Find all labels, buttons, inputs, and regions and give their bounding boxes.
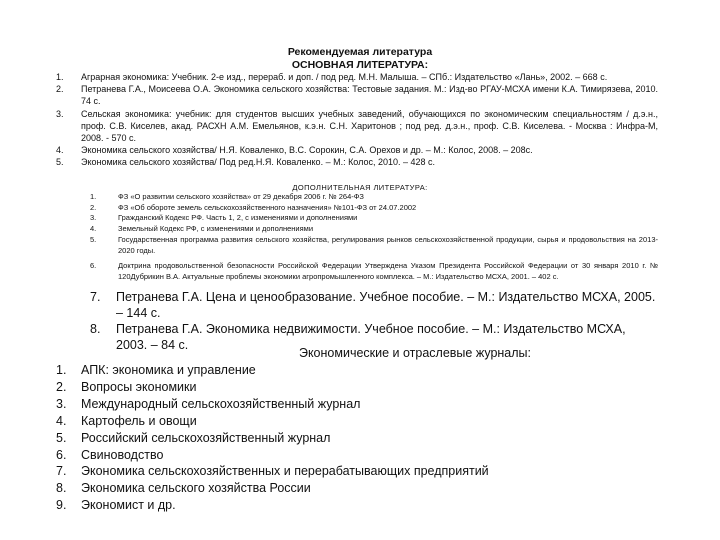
item-number: 3. [56,108,64,119]
item-text: Доктрина продовольственной безопасности Российской Федерации Утверждена Указом Президента Российской Федерации от 30 января 2010 г. № 120Дубрикин В.А. Актуальные проблемы экономики агропромышленного комплекса. – М.: Издательство МСХА, 2001. – 402 с. [118,261,658,281]
item-text: Международный сельскохозяйственный журнал [81,396,361,411]
list-item [56,480,658,497]
list-item [56,413,658,430]
item-text: ФЗ «О развитии сельского хозяйства» от 29 декабря 2006 г. № 264-ФЗ [118,192,364,201]
journals-list [56,362,658,514]
item-text: Петранева Г.А. Экономика недвижимости. Учебное пособие. – М.: Издательство МСХА, 2003. – 84 с. [116,322,626,352]
list-item [90,261,658,282]
item-text: Свиноводство [81,447,164,462]
list-item [90,192,658,203]
item-text: АПК: экономика и управление [81,363,256,377]
item-number: 4. [56,145,64,156]
item-number: 1. [56,72,64,82]
main-literature-heading: ОСНОВНАЯ ЛИТЕРАТУРА: [291,59,429,71]
item-text: Земельный Кодекс РФ, с изменениями и дополнениями [118,224,314,234]
item-number: 5. [90,234,97,244]
item-number: 7. [90,290,101,304]
list-item [56,71,658,83]
item-text: Картофель и овощи [81,413,197,428]
list-item [56,497,658,514]
item-number: 2. [56,379,67,394]
item-number: 9. [56,498,67,513]
list-item [90,224,658,235]
item-number: 5. [56,430,67,445]
additional-literature-list [90,192,658,283]
item-number: 1. [56,363,67,377]
list-item [56,396,658,413]
item-number: 4. [56,413,67,428]
journals-heading: Экономические и отраслевые журналы: [298,346,532,360]
list-item [56,156,658,168]
item-text: Экономика сельского хозяйства России [81,481,311,496]
item-number: 6. [56,447,67,462]
item-text: Экономист и др. [81,498,176,513]
item-number: 3. [90,213,97,223]
list-item [56,379,658,396]
item-number: 6. [90,261,97,271]
item-text: Государственная программа развития сельского хозяйства, регулирования рынков сельскохозяйственной продукции, сырья и продовольствия на 2013-2020 годы. [118,234,658,255]
item-text: Российский сельскохозяйственный журнал [81,430,331,445]
additional-literature-heading: ДОПОЛНИТЕЛЬНАЯ ЛИТЕРАТУРА: [292,183,428,192]
item-number: 4. [90,224,97,234]
list-item [90,289,658,321]
list-item [56,83,658,107]
item-text: Гражданский Кодекс РФ. Часть 1, 2, с изменениями и дополнениями [118,213,358,223]
item-text: Экономика сельского хозяйства/ Под ред.Н.Я. Коваленко. – М.: Колос, 2010. – 428 с. [81,157,436,168]
item-text: Петранева Г.А. Цена и ценообразование. Учебное пособие. – М.: Издательство МСХА, 2005. – 144 с. [116,290,656,320]
list-item [56,447,658,464]
item-number: 7. [56,464,67,479]
list-item [90,235,658,256]
list-item [56,430,658,447]
main-literature-list [56,71,658,169]
item-text: Вопросы экономики [81,379,197,394]
list-item [56,362,658,379]
item-text: Экономика сельскохозяйственных и перерабатывающих предприятий [81,464,489,479]
list-item [90,203,658,214]
item-number: 8. [56,481,67,496]
item-number: 5. [56,157,64,168]
item-text: ФЗ «Об обороте земель сельскохозяйственного назначения» №101-ФЗ от 24.07.2002 [118,202,417,212]
item-number: 8. [90,322,101,336]
item-text: Сельская экономика: учебник: для студентов высших учебных заведений, обучающихся по экономическим специальностям / д.э.н., проф. С.В. Киселев, акад. РАСХН А.М. Емельянов, к.э.н. С.Н. Харитонов ; под ред. д.э.н., проф. С.В. Киселева. - Москва : Инфра-М, 2008. - 570 с. [81,108,658,144]
item-number: 2. [56,84,64,95]
additional-literature-list-continued [90,289,658,353]
list-item [56,144,658,156]
item-number: 3. [56,396,67,411]
item-number: 1. [90,192,97,201]
page-title: Рекомендуемая литература [287,46,433,58]
list-item [56,463,658,480]
list-item [90,213,658,224]
item-number: 2. [90,202,97,212]
item-text: Петранева Г.А., Моисеева О.А. Экономика сельского хозяйства: Тестовые задания. М.: Изд-во РГАУ-МСХА имени К.А. Тимирязева, 2010. 74 с. [81,84,658,107]
list-item [56,108,658,145]
item-text: Экономика сельского хозяйства/ Н.Я. Коваленко, В.С. Сорокин, С.А. Орехов и др. – М.: Колос, 2008. – 208с. [81,145,533,156]
item-text: Аграрная экономика: Учебник. 2-е изд., перераб. и доп. / под ред. М.Н. Малыша. – СПб.: Издательство «Лань», 2002. – 668 с. [81,72,608,82]
